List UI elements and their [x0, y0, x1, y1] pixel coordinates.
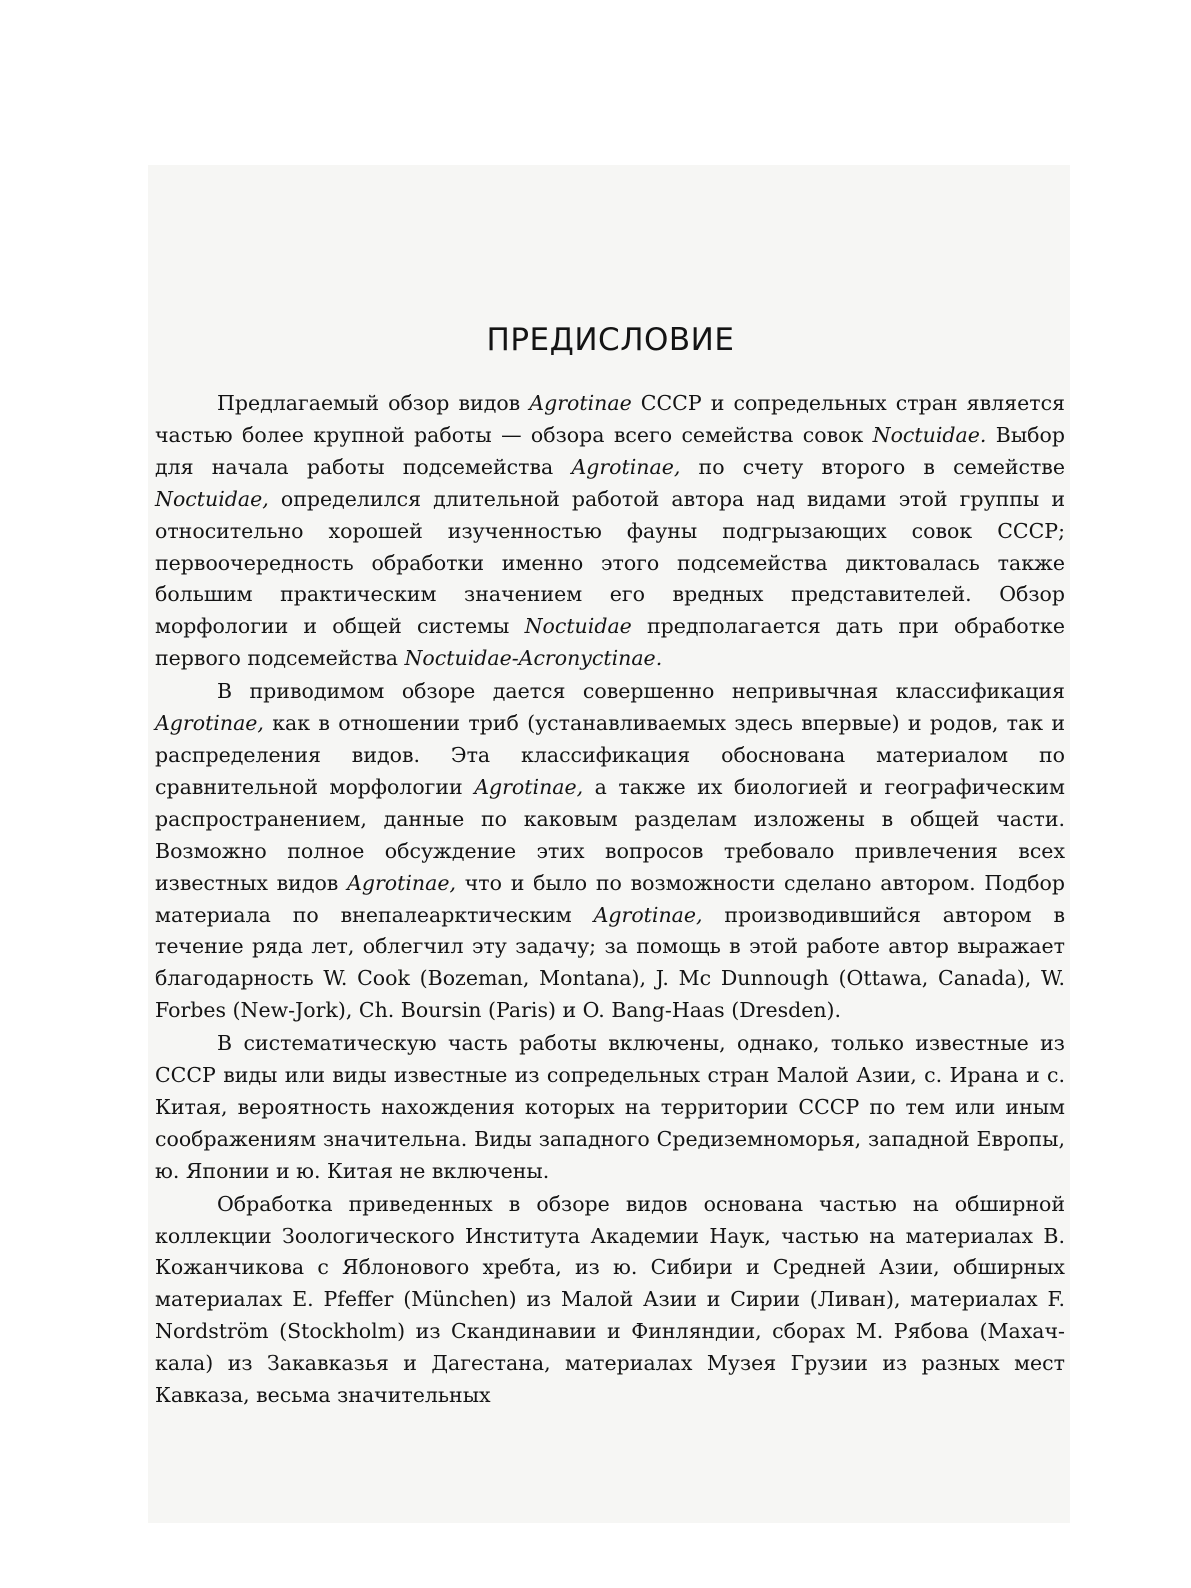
text-run: производившийся автором в течение ряда лет, облегчил эту задачу; за помощь в этой работе автор выражает благодарность W. Cook (Bozeman, Montana), J. Mc Dunnough (Ottawa, Canada), W. Forbes (New-Jork), Ch. Boursin (Paris) и O. Bang-Haas (Dresden).	[155, 902, 1065, 1023]
text-run: В приводимом обзоре дается совершенно непривычная классификация	[217, 679, 1065, 704]
taxon-name: Noctuidae-Acronyctinae.	[404, 646, 663, 671]
text-run: СССР и сопредельных стран является частью более крупной работы — обзора всего семейства совок	[155, 391, 1065, 447]
text-run: а также их биологией и географическим распространением, данные по каковым разделам изложены в общей части. Возможно полное обсуждение этих вопросов требовало привлечения всех известных видов	[155, 774, 1065, 895]
taxon-name: Agrotinae,	[347, 870, 456, 895]
taxon-name: Noctuidae,	[155, 486, 269, 511]
text-run: что и было по возможности сделано автором. Подбор материала по внепалеарктическим	[155, 870, 1065, 927]
page-title: ПРЕДИСЛОВИЕ	[486, 322, 735, 358]
text-run: определился длительной работой автора над видами этой группы и относительно хорошей изученностью фауны подгрызающих совок СССР; первоочередность обработки именно этого подсемейства диктовалась также большим практическим значением его вредных представителей. Обзор морфологии и общей системы	[155, 486, 1065, 639]
paragraph	[155, 1028, 1065, 1188]
text-run: как в отношении триб (устанавливаемых здесь впервые) и родов, так и распределения видов. Эта классификация обоснована материалом по сравнительной морфологии	[155, 711, 1065, 799]
paragraph	[155, 388, 1065, 675]
text-run: В систематическую часть работы включены, однако, только известные из СССР виды или виды известные из сопредельных стран Малой Азии, с. Ирана и с. Китая, вероятность нахождения которых на территории СССР по тем или иным соображениям значительна. Виды западного Средиземноморья, западной Европы, ю. Японии и ю. Китая не включены.	[155, 1031, 1065, 1183]
text-run: по счету второго в семействе	[680, 454, 1065, 479]
taxon-name: Noctuidae.	[872, 422, 987, 447]
text-run: Выбор для начала работы подсемейства	[155, 422, 1065, 479]
text-run: предполагается дать при обработке первого подсемейства	[155, 614, 1066, 671]
taxon-name: Agrotinae,	[155, 711, 264, 736]
taxon-name: Noctuidae	[524, 614, 632, 639]
text-run: Предлагаемый обзор видов	[217, 391, 530, 415]
taxon-name: Agrotinae,	[571, 454, 681, 479]
taxon-name: Agrotinae,	[593, 902, 703, 927]
body-text	[155, 388, 1065, 1412]
paragraph	[155, 1189, 1065, 1412]
taxon-name: Agrotinae,	[474, 774, 584, 799]
text-run: Обработка приведенных в обзоре видов основана частью на обширной коллекции Зоологического Института Академии Наук, частью на материалах В. Кожанчикова с Яблонового хребта, из ю. Сибири и Средней Азии, обширных материалах E. Pfeffer (München) из Малой Азии и Сирии (Ливан), материалах F. Nordström (Stockholm) из Скандинавии и Финляндии, сборах М. Рябова (Махач-кала) из Закавказья и Дагестана, материалах Музея Грузии из разных мест Кавказа, весьма значительных	[155, 1191, 1065, 1408]
taxon-name: Agrotinae	[529, 391, 632, 415]
paragraph	[155, 676, 1065, 1027]
